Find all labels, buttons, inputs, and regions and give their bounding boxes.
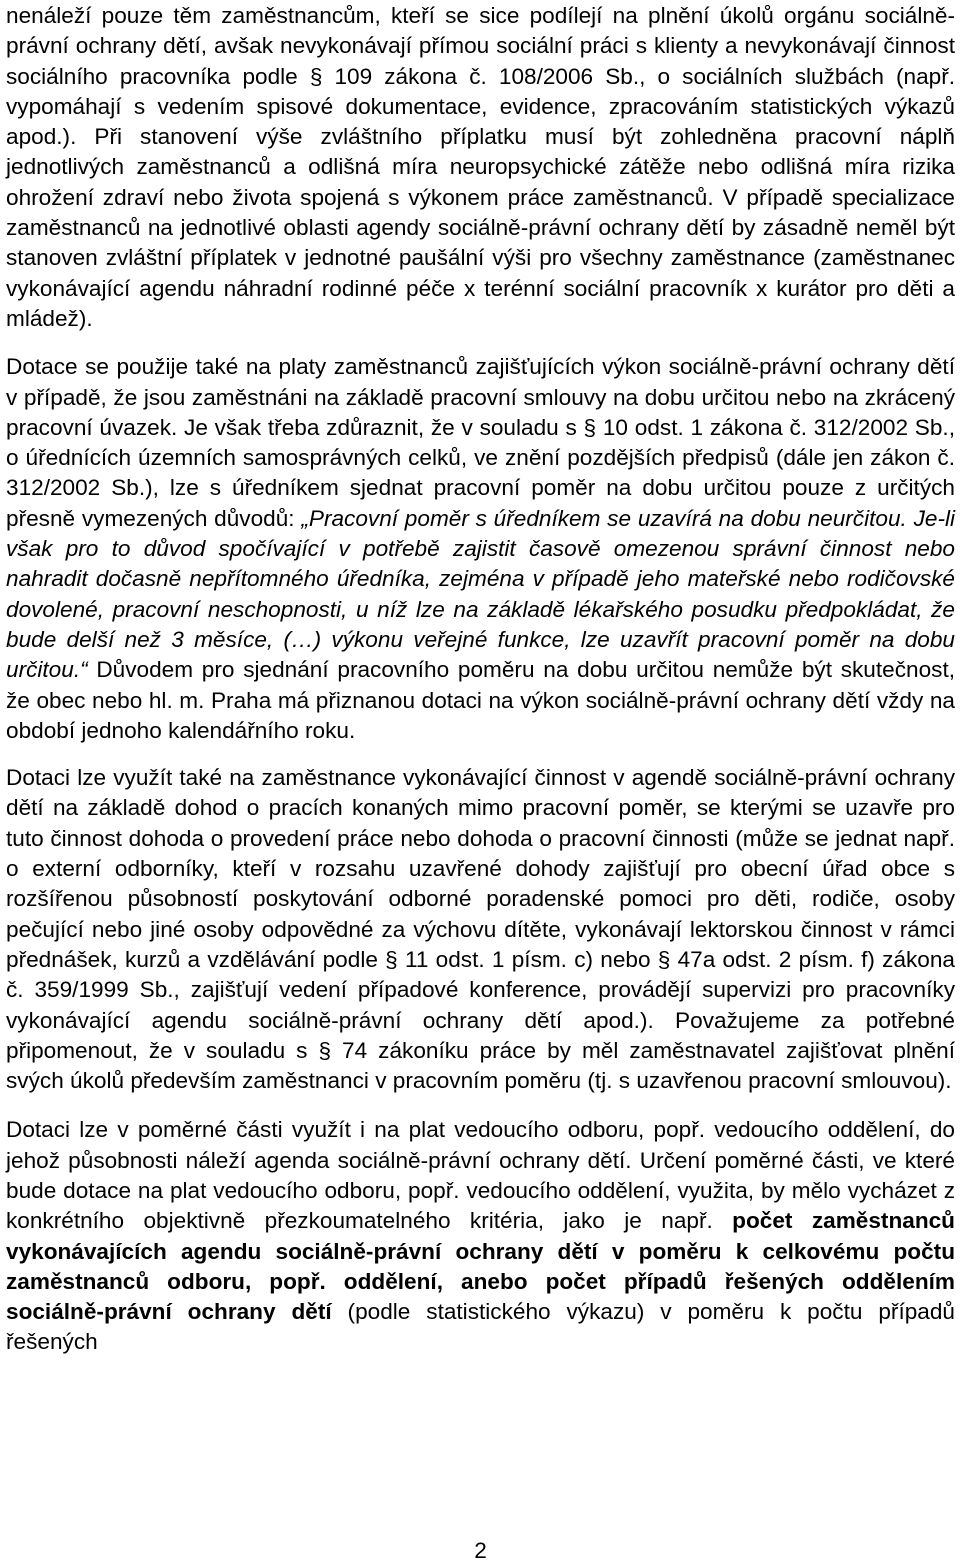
paragraph-text: Dotace se použije také na platy zaměstnanců zajišťujících výkon sociálně-právní ochrany dětí v případě, že jsou zaměstnáni na základě pracovní smlouvy na dobu určitou nebo na zkrácený pracovní úvazek. Je však třeba zdůraznit, že v souladu s § 10 odst. 1 zákona č. 312/2002 Sb., o úřednících územních samosprávných celků, ve znění pozdějších předpisů (dále jen zákon č. 312/2002 Sb.), lze s úředníkem sjednat pracovní poměr na dobu určitou pouze z určitých přesně vymezených důvodů: [6, 354, 955, 531]
paragraph-text: nenáleží pouze těm zaměstnancům, kteří se sice podílejí na plnění úkolů orgánu sociálně-právní ochrany dětí, avšak nevykonávají přímou sociální práci s klienty a nevykonávají činnost sociálního pracovníka podle § 109 zákona č. 108/2006 Sb., o sociálních službách (např. vypomáhají s vedením spisové dokumentace, evidence, zpracováním statistických výkazů apod.). Při stanovení výše zvláštního příplatku musí být zohledněna pracovní náplň jednotlivých zaměstnanců a odlišná míra neuropsychické zátěže nebo odlišná míra rizika ohrožení zdraví nebo života spojená s výkonem práce zaměstnanců. V případě specializace zaměstnanců na jednotlivé oblasti agendy sociálně-právní ochrany dětí by zásadně neměl být stanoven zvláštní příplatek v jednotné paušální výši pro všechny zaměstnance (zaměstnanec vykonávající agendu náhradní rodinné péče x terénní sociální pracovník x kurátor pro děti a mládež). [6, 3, 955, 331]
document-page [6, 0, 956, 1563]
paragraph-text: Dotaci lze využít také na zaměstnance vykonávající činnost v agendě sociálně-právní ochrany dětí na základě dohod o pracích konaných mimo pracovní poměr, se kterými se uzavře pro tuto činnost dohoda o provedení práce nebo dohoda o pracovní činnosti (může se jednat např. o externí odborníky, kteří v rozsahu uzavřené dohody zajišťují pro obecní úřad obce s rozšířenou působností poskytování odborné poradenské pomoci pro děti, rodiče, osoby pečující nebo jiné osoby odpovědné za výchovu dítěte, vykonávají lektorskou činnost v rámci přednášek, kurzů a vzdělávání podle § 11 odst. 1 písm. c) nebo § 47a odst. 2 písm. f) zákona č. 359/1999 Sb., zajišťují vedení případové konference, provádějí supervizi pro pracovníky vykonávající agendu sociálně-právní ochrany dětí apod.). Považujeme za potřebné připomenout, že v souladu s § 74 zákoníku práce by měl zaměstnavatel zajišťovat plnění svých úkolů především zaměstnanci v pracovním poměru (tj. s uzavřenou pracovní smlouvou). [6, 765, 955, 1094]
paragraph-special-allowance [6, 0, 955, 334]
paragraph-agreements-outside-employment [6, 763, 955, 1096]
bold-criteria: počet zaměstnanců vykonávajících agendu sociálně-právní ochrany dětí v poměru k celkovému počtu zaměstnanců odboru, popř. oddělení, anebo počet případů řešených oddělením sociálně-právní ochrany dětí [6, 1208, 955, 1325]
paragraph-head-of-department-salary [6, 1115, 955, 1357]
paragraph-text: Důvodem pro sjednání pracovního poměru na dobu určitou nemůže být skutečnost, že obec nebo hl. m. Praha má přiznanou dotaci na výkon sociálně-právní ochrany dětí vždy na období jednoho kalendářního roku. [6, 657, 955, 743]
page-number: 2 [474, 1538, 487, 1563]
paragraph-fixed-term-employment [6, 352, 955, 746]
paragraph-text: Dotaci lze v poměrné části využít i na plat vedoucího odboru, popř. vedoucího oddělení, do jehož působnosti náleží agenda sociálně-právní ochrany dětí. Určení poměrné části, ve které bude dotace na plat vedoucího odboru, popř. vedoucího oddělení, využita, by mělo vycházet z konkrétního objektivně přezkoumatelného kritéria, jako je např. [6, 1117, 955, 1234]
law-quotation: „Pracovní poměr s úředníkem se uzavírá na dobu neurčitou. Je-li však pro to důvod spočívající v potřebě zajistit časově omezenou správní činnost nebo nahradit dočasně nepřítomného úředníka, zejména v případě jeho mateřské nebo rodičovské dovolené, pracovní neschopnosti, u níž lze na základě lékařského posudku předpokládat, že bude delší než 3 měsíce, (…) výkonu veřejné funkce, lze uzavřít pracovní poměr na dobu určitou.“ [6, 505, 956, 683]
paragraph-text: (podle statistického výkazu) v poměru k počtu případů řešených [6, 1299, 955, 1355]
